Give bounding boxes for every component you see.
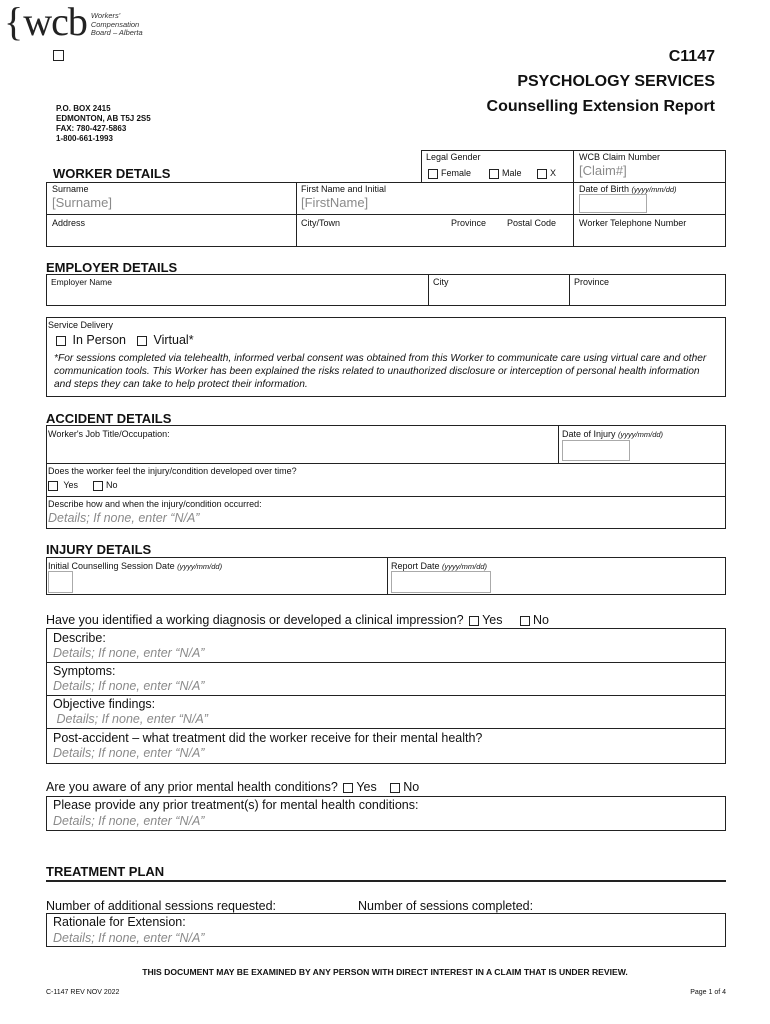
report-date-input[interactable]: [391, 571, 491, 593]
phone-label: Worker Telephone Number: [579, 218, 687, 228]
initial-session-label: Initial Counselling Session Date (yyyy/mm/dd): [48, 561, 223, 571]
diagnosis-no-checkbox[interactable]: [520, 616, 530, 626]
logo-brace: {: [4, 0, 24, 44]
report-date-label: Report Date (yyyy/mm/dd): [391, 561, 488, 571]
diagnosis-yes-checkbox[interactable]: [469, 616, 479, 626]
rationale-label: Rationale for Extension:: [53, 915, 186, 929]
overtime-yes-checkbox[interactable]: [48, 481, 58, 491]
dob-input[interactable]: [579, 194, 647, 213]
surname-label: Surname: [52, 184, 89, 194]
describe-label: Describe:: [53, 631, 106, 645]
symptoms-label: Symptoms:: [53, 664, 116, 678]
worker-details-heading: WORKER DETAILS: [53, 166, 171, 181]
accident-details-heading: ACCIDENT DETAILS: [46, 411, 172, 426]
job-title-label: Worker's Job Title/Occupation:: [48, 429, 170, 439]
x-checkbox[interactable]: [537, 169, 547, 179]
city-label: City/Town: [301, 218, 341, 228]
prior-no-checkbox[interactable]: [390, 783, 400, 793]
prior-yes-checkbox[interactable]: [343, 783, 353, 793]
initial-session-input[interactable]: [48, 571, 73, 593]
prior-treatment-input[interactable]: Details; If none, enter “N/A”: [53, 814, 205, 828]
female-checkbox[interactable]: [428, 169, 438, 179]
employer-province-label: Province: [574, 277, 610, 287]
describe-occurrence-input[interactable]: Details; If none, enter “N/A”: [48, 511, 200, 525]
overtime-no-option[interactable]: No: [93, 480, 118, 491]
gender-female-option[interactable]: Female: [428, 168, 471, 179]
employer-details-heading: EMPLOYER DETAILS: [46, 260, 178, 275]
claim-label: WCB Claim Number: [579, 152, 661, 162]
address-label: Address: [52, 218, 86, 228]
doi-input[interactable]: [562, 440, 630, 461]
completed-sessions-label: Number of sessions completed:: [358, 899, 534, 913]
overtime-no-checkbox[interactable]: [93, 481, 103, 491]
objective-findings-label: Objective findings:: [53, 697, 156, 711]
male-checkbox[interactable]: [489, 169, 499, 179]
service-delivery-label: Service Delivery: [48, 320, 114, 330]
in-person-checkbox[interactable]: [56, 336, 66, 346]
top-checkbox[interactable]: [53, 50, 64, 61]
legal-gender-label: Legal Gender: [426, 152, 481, 162]
surname-input[interactable]: [Surname]: [52, 195, 112, 210]
prior-treatment-label: Please provide any prior treatment(s) for mental health conditions:: [53, 798, 419, 812]
describe-input[interactable]: Details; If none, enter “N/A”: [53, 646, 205, 660]
diagnosis-question: Have you identified a working diagnosis or developed a clinical impression? Yes No: [46, 613, 549, 627]
logo-text: wcb: [23, 0, 87, 44]
additional-sessions-label: Number of additional sessions requested:: [46, 899, 276, 913]
wcb-logo: [4, 2, 143, 42]
treatment-plan-heading: TREATMENT PLAN: [46, 864, 165, 879]
form-number: C1147: [668, 48, 715, 65]
first-name-input[interactable]: [FirstName]: [301, 195, 369, 210]
in-person-option[interactable]: In Person: [56, 333, 126, 347]
doi-label: Date of Injury (yyyy/mm/dd): [562, 429, 664, 439]
employer-city-label: City: [433, 277, 449, 287]
virtual-checkbox[interactable]: [137, 336, 147, 346]
first-name-label: First Name and Initial: [301, 184, 387, 194]
post-accident-label: Post-accident – what treatment did the worker receive for their mental health?: [53, 731, 483, 745]
province-label: Province: [451, 218, 487, 228]
post-accident-input[interactable]: Details; If none, enter “N/A”: [53, 746, 205, 760]
employer-grid: [46, 274, 726, 306]
postal-code-label: Postal Code: [507, 218, 557, 228]
review-notice: THIS DOCUMENT MAY BE EXAMINED BY ANY PERSON WITH DIRECT INTEREST IN A CLAIM THAT IS UNDER REVIEW.: [142, 967, 628, 977]
page-title: PSYCHOLOGY SERVICES: [517, 73, 715, 90]
symptoms-input[interactable]: Details; If none, enter “N/A”: [53, 679, 205, 693]
gender-male-option[interactable]: Male: [489, 168, 522, 179]
overtime-yes-option[interactable]: Yes: [48, 480, 78, 491]
overtime-question: Does the worker feel the injury/condition developed over time?: [48, 466, 297, 476]
form-revision: C-1147 REV NOV 2022: [46, 989, 120, 996]
describe-occurrence-label: Describe how and when the injury/condition occurred:: [48, 499, 262, 509]
objective-findings-input[interactable]: Details; If none, enter “N/A”: [53, 712, 208, 726]
page-number: Page 1 of 4: [690, 989, 726, 996]
mailing-address: P.O. BOX 2415 EDMONTON, AB T5J 2S5 FAX: 780-427-5863 1-800-661-1993: [56, 104, 151, 143]
telehealth-consent-note: *For sessions completed via telehealth, informed verbal consent was obtained from this Worker to communicate care using virtual care and other communication tools. This Worker has been explained the risks related to unauthorized disclosure or interception of personal health information and steps they can take to help protect their information.: [54, 353, 707, 390]
rationale-input[interactable]: Details; If none, enter “N/A”: [53, 931, 205, 945]
prior-conditions-question: Are you aware of any prior mental health conditions? Yes No: [46, 780, 420, 794]
gender-x-option[interactable]: X: [537, 168, 556, 179]
injury-details-heading: INJURY DETAILS: [46, 542, 152, 557]
employer-name-label: Employer Name: [51, 277, 112, 287]
logo-tagline: Workers' Compensation Board – Alberta: [90, 11, 143, 37]
claim-input[interactable]: [Claim#]: [579, 163, 627, 178]
page-subtitle: Counselling Extension Report: [486, 98, 715, 115]
dob-label: Date of Birth (yyyy/mm/dd): [579, 184, 677, 194]
virtual-option[interactable]: Virtual*: [137, 333, 194, 347]
